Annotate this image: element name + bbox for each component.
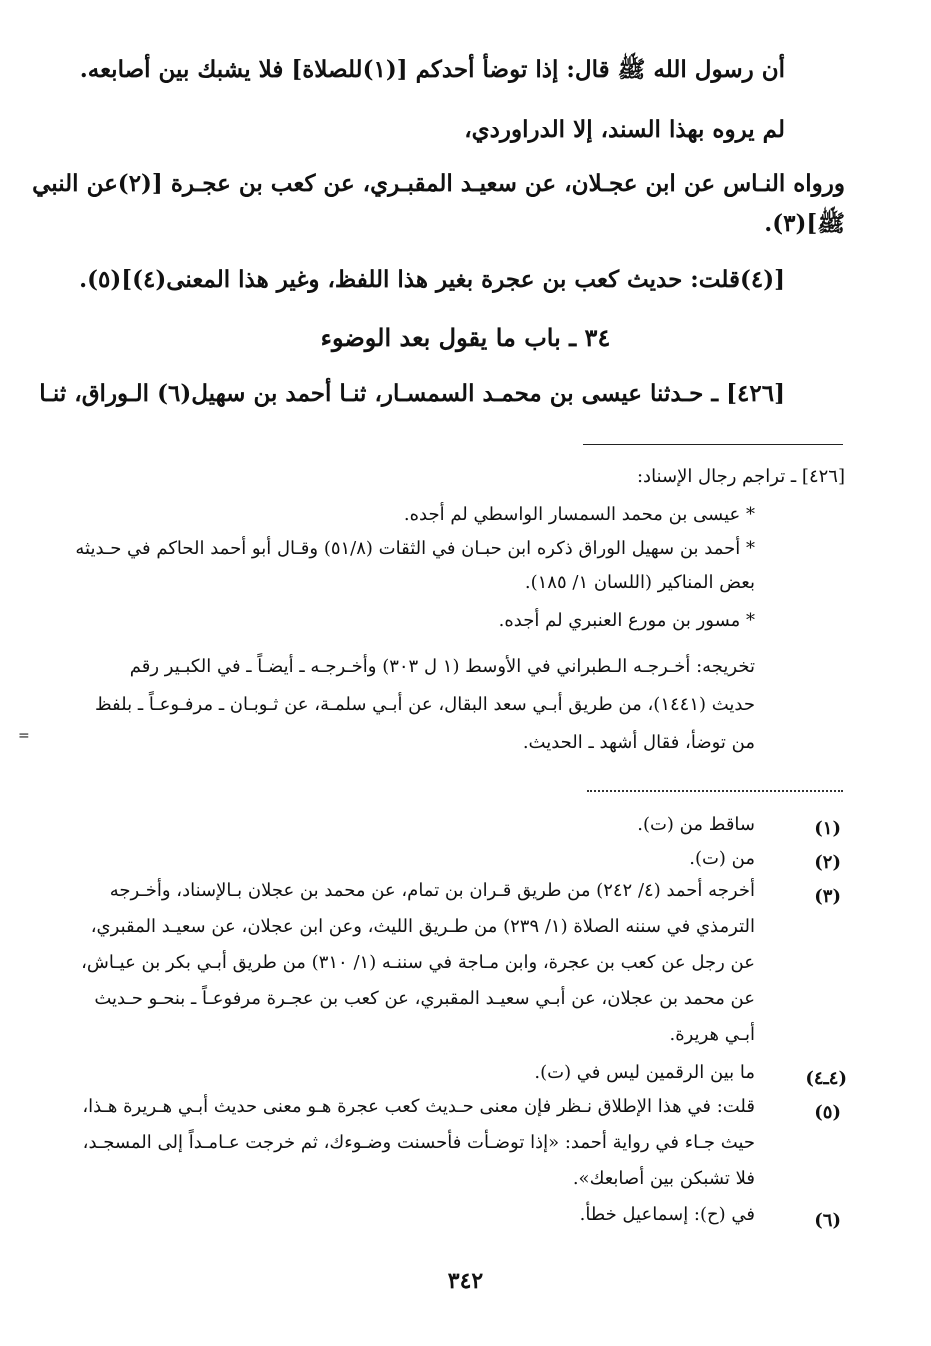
footnote-line: من (ت). xyxy=(689,848,755,869)
main-line-5: [(٤)قلت: حديث كعب بن عجرة بغير هذا اللفظ، وغير هذا المعنى(٤)](٥). xyxy=(79,266,785,293)
footnote-line: في (ح): إسماعيل خطأ. xyxy=(579,1204,755,1225)
footnote-line: الترمذي في سننه الصلاة (١/ ٢٣٩) من طـريق الليث، وعن ابن عجلان، عن سعيـد المقبري، xyxy=(90,916,755,937)
footnote-line: فلا تشبكن بين أصابعك». xyxy=(572,1168,755,1189)
chapter-heading: ٣٤ ـ باب ما يقول بعد الوضوء xyxy=(320,323,611,352)
notes-separator xyxy=(583,444,843,445)
footnote-line: أبـي هريرة. xyxy=(669,1024,755,1045)
notes-line-6: تخريجه: أخـرجـه الـطبراني في الأوسط (١ ل ٣٠٣) وأخـرجـه ـ أيضـاً ـ في الكبـير رقم xyxy=(129,656,755,677)
main-line-7: [٤٢٦] ـ حـدثنا عيسى بن محمـد السمسـار، ثنـا أحمد بن سهيل(٦) الـوراق، ثنـا xyxy=(39,380,785,407)
main-line-3: ورواه النـاس عن ابن عجـلان، عن سعيـد المقبـري، عن كعب بن عجـرة [(٢)عن النبي xyxy=(32,170,845,197)
footnote-number: (٤ـ٤) xyxy=(805,1068,847,1089)
footnote-number: (١) xyxy=(814,818,841,839)
notes-line-1: [٤٢٦] ـ تراجم رجال الإسناد: xyxy=(636,466,845,487)
notes-line-2: * عيسى بن محمد السمسار الواسطي لم أجده. xyxy=(403,504,755,525)
notes-line-5: * مسور بن مورع العنبري لم أجده. xyxy=(498,610,755,631)
margin-mark: = xyxy=(18,728,30,744)
footnote-line: أخرجه أحمد (٤/ ٢٤٢) من طريق قـران بن تمام، عن محمد بن عجلان بـالإسناد، وأخـرجه xyxy=(109,880,755,901)
notes-line-3: * أحمد بن سهيل الوراق ذكره ابن حبـان في الثقات (٥١/٨) وقـال أبو أحمد الحاكم في حـديثه xyxy=(75,538,755,559)
footnote-line: حيث جـاء في رواية أحمد: «إذا توضـأت فأحسنت وضـوءك، ثم خرجت عـامـداً إلى المسجـد، xyxy=(82,1132,755,1153)
footnotes-separator xyxy=(587,790,843,792)
page-number: ٣٤٢ xyxy=(447,1268,484,1294)
notes-line-8: من توضأ، فقال أشهد ـ الحديث. xyxy=(522,732,755,753)
notes-line-4: بعض المناكير (اللسان ١/ ١٨٥). xyxy=(524,572,755,593)
footnote-number: (٣) xyxy=(814,886,841,907)
main-line-4: ﷺ](٣). xyxy=(764,210,845,237)
footnote-line: قلت: في هذا الإطلاق نـظر فإن معنى حـديث كعب عجرة هـو معنى حديث أبـي هـريرة هـذا، xyxy=(82,1096,755,1117)
main-line-1: أن رسول الله ﷺ قال: إذا توضأ أحدكم [(١)للصلاة] فلا يشبك بين أصابعه. xyxy=(79,56,785,83)
footnote-line: عن محمد بن عجلان، عن أبـي سعيـد المقبري، عن كعب بن عجـرة مرفوعـاً ـ بنحـو حـديث xyxy=(94,988,755,1009)
footnote-line: ما بين الرقمين ليس في (ت). xyxy=(534,1062,755,1083)
footnote-number: (٢) xyxy=(814,852,841,873)
notes-line-7: حديث (١٤٤١)، من طريق أبـي سعد البقال، عن أبـي سلمـة، عن ثـوبـان ـ مرفـوعـاً ـ بلفظ xyxy=(94,694,755,715)
main-line-2: لم يروه بهذا السند، إلا الدراوردي، xyxy=(464,116,785,143)
footnote-line: عن رجل عن كعب بن عجرة، وابن مـاجة في سننـه (١/ ٣١٠) من طريق أبـي بكر بن عيـاش، xyxy=(81,952,755,973)
footnote-number: (٥) xyxy=(814,1102,841,1123)
footnote-line: ساقط من (ت). xyxy=(637,814,755,835)
footnote-number: (٦) xyxy=(814,1210,841,1231)
